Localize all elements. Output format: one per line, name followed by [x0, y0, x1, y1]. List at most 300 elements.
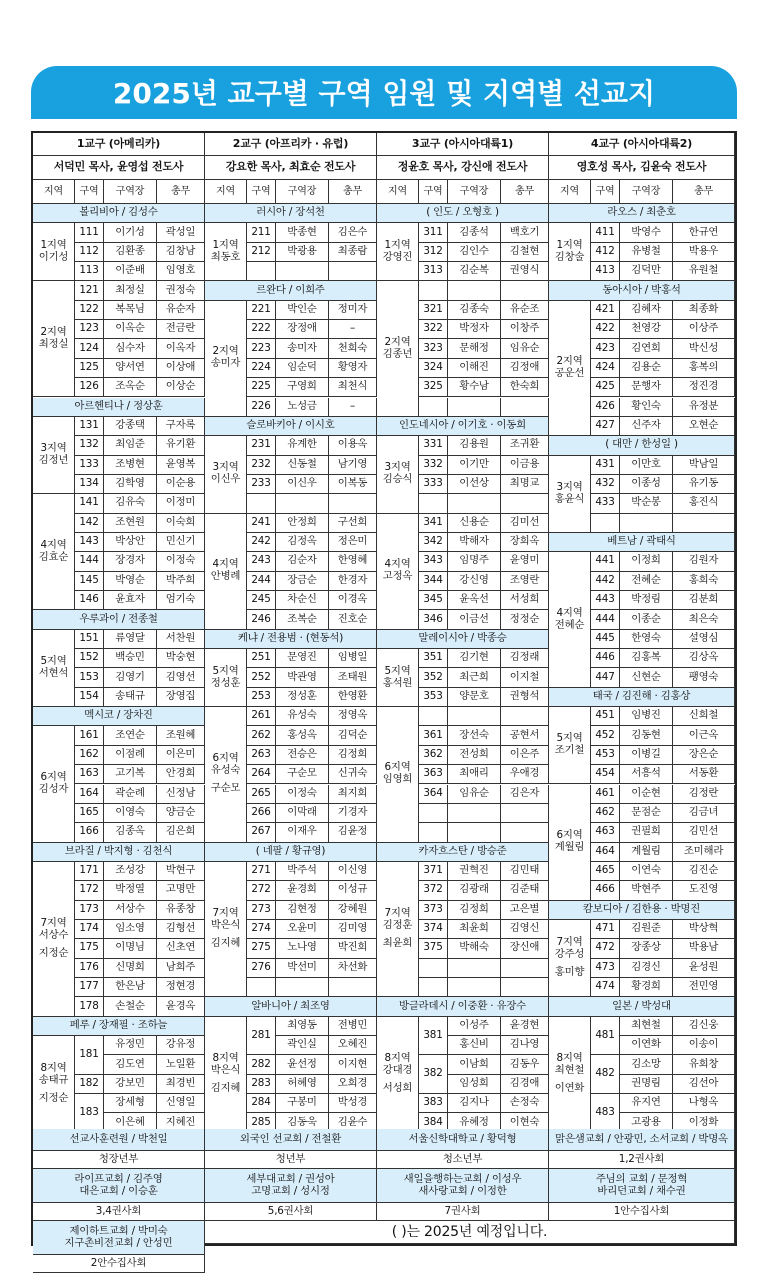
district-secretary: 백호기	[501, 223, 549, 242]
region-leader: 유성숙	[210, 764, 241, 777]
district-secretary: 이은주	[501, 746, 549, 765]
district-leader: 이막래	[276, 804, 329, 823]
district-number: 265	[247, 785, 276, 804]
district-secretary: 설영심	[673, 630, 735, 649]
district-secretary: 팽영숙	[673, 668, 735, 687]
church-missionary	[33, 1129, 205, 1151]
district-pastors: 영호성 목사, 김윤숙 전도사	[549, 156, 735, 180]
district-secretary: 윤성원	[673, 959, 735, 978]
district-secretary: 김정래	[501, 649, 549, 668]
district-number	[419, 978, 448, 997]
district-leader: 김소망	[620, 1055, 673, 1074]
district-secretary: 최지희	[329, 785, 377, 804]
district-secretary: 양금순	[157, 804, 205, 823]
country-missionary: 르완다 / 이희주	[205, 281, 377, 300]
district-leader: 임유순	[448, 785, 501, 804]
district-number: 111	[75, 223, 104, 242]
page-title: 2025년 교구별 구역 임원 및 지역별 선교지	[31, 66, 737, 119]
region-name: 7지역	[212, 907, 239, 920]
district-leader: 고기복	[104, 765, 157, 784]
district-secretary: 한규연	[673, 223, 735, 242]
region-leader: 강대경	[382, 1064, 413, 1077]
district-number: 271	[247, 862, 276, 881]
district-secretary: 황영자	[329, 359, 377, 378]
district-number: 381	[419, 1017, 448, 1056]
district-leader: 김종숙	[448, 301, 501, 320]
region-cell	[549, 707, 591, 784]
district-leader: 이영숙	[104, 804, 157, 823]
district-secretary: 이금용	[501, 456, 549, 475]
district-number: 412	[591, 243, 620, 262]
district-leader: 박상안	[104, 533, 157, 552]
district-leader: 유병철	[620, 243, 673, 262]
district-number: 421	[591, 301, 620, 320]
district-number: 361	[419, 726, 448, 745]
district-secretary: 김원자	[673, 552, 735, 571]
district-number: 445	[591, 630, 620, 649]
district-secretary: 기경자	[329, 804, 377, 823]
district-number: 273	[247, 901, 276, 920]
district-leader: 김종석	[448, 223, 501, 242]
district-leader: 김정옥	[276, 533, 329, 552]
region-leader2: 김지혜	[210, 937, 241, 950]
district-leader: 윤효자	[104, 591, 157, 610]
district-leader: 최애리	[448, 765, 501, 784]
district-number: 133	[75, 456, 104, 475]
district-number: 231	[247, 436, 276, 455]
district-leader: 최임준	[104, 436, 157, 455]
district-number: 464	[591, 843, 620, 862]
district-number: 242	[247, 533, 276, 552]
region-cell	[33, 223, 75, 281]
district-number: 246	[247, 610, 276, 629]
region-leader: 강주성	[554, 948, 585, 961]
country-missionary: 케냐 / 전용범 · (현동석)	[205, 630, 377, 649]
column-header: 구역	[75, 180, 104, 204]
district-secretary: 임병일	[329, 649, 377, 668]
region-leader: 박은식	[210, 919, 241, 932]
district-secretary: 김진순	[673, 862, 735, 881]
region-cell	[33, 726, 75, 842]
region-leader: 임영희	[382, 773, 413, 786]
region-cell	[377, 649, 419, 707]
district-number: 482	[591, 1055, 620, 1094]
district-leader: 안정희	[276, 514, 329, 533]
region-leader: 김정훈	[382, 919, 413, 932]
district-secretary: 나형옥	[673, 1094, 735, 1113]
district-secretary: 한경자	[329, 572, 377, 591]
district-leader: 김도연	[104, 1055, 157, 1074]
district-leader: 유지연	[620, 1094, 673, 1113]
district-secretary: 구선희	[329, 514, 377, 533]
district-leader: 박순봉	[620, 494, 673, 513]
district-secretary: 오현순	[673, 417, 735, 436]
district-leader: 손철순	[104, 997, 157, 1016]
district-leader: 신동철	[276, 456, 329, 475]
region-leader: 최정실	[38, 337, 69, 350]
district-number: 241	[247, 514, 276, 533]
region-leader: 정성훈	[210, 676, 241, 689]
region-leader: 김정년	[38, 454, 69, 467]
region-leader: 김창술	[554, 250, 585, 263]
district-secretary: 이용옥	[329, 436, 377, 455]
district-number: 134	[75, 475, 104, 494]
district-secretary: 정영옥	[329, 707, 377, 726]
district-number: 266	[247, 804, 276, 823]
district-secretary: 유원철	[673, 262, 735, 281]
region-cell	[377, 281, 419, 416]
district-secretary: 이숙희	[157, 514, 205, 533]
district-secretary	[501, 823, 549, 842]
column-header: 구역장	[104, 180, 157, 204]
region-leader: 김성자	[38, 782, 69, 795]
district-secretary: 공현서	[501, 726, 549, 745]
church-line: 주님의 교회 / 문정혁	[595, 1172, 688, 1185]
church-missionary	[205, 1169, 377, 1203]
district-leader: 김원준	[620, 920, 673, 939]
region-cell	[205, 514, 247, 630]
district-secretary: 김민선	[673, 823, 735, 842]
region-cell	[205, 862, 247, 997]
district-pastors: 서덕민 목사, 윤영섭 전도사	[33, 156, 205, 180]
country-missionary: ( 네팔 / 황규영)	[205, 843, 377, 862]
district-number: 453	[591, 746, 620, 765]
region-cell	[205, 436, 247, 513]
district-number: 424	[591, 359, 620, 378]
region-name: 6지역	[384, 761, 411, 774]
district-number: 164	[75, 785, 104, 804]
region-cell	[549, 552, 591, 687]
district-secretary: 조태원	[329, 668, 377, 687]
district-number	[591, 514, 620, 533]
district-secretary: 박신성	[673, 339, 735, 358]
district-secretary: 민신기	[157, 533, 205, 552]
district-number: 384	[419, 1113, 448, 1132]
district-number: 474	[591, 978, 620, 997]
district-secretary: 김윤수	[329, 1113, 377, 1132]
district-secretary: 김상옥	[673, 649, 735, 668]
column-header: 지역	[377, 180, 419, 204]
church-line: 선교사훈련원 / 박천일	[69, 1132, 168, 1145]
district-number: 454	[591, 765, 620, 784]
church-line: 제이하트교회 / 박미숙	[69, 1224, 168, 1237]
region-name: 1지역	[212, 238, 239, 251]
district-secretary: 강혜원	[329, 901, 377, 920]
column-header: 지역	[33, 180, 75, 204]
district-number: 324	[419, 359, 448, 378]
country-missionary: 브라질 / 박지형 · 김천식	[33, 843, 205, 862]
country-missionary: 라오스 / 최춘호	[549, 204, 735, 223]
district-number: 446	[591, 649, 620, 668]
district-leader: 김정희	[448, 901, 501, 920]
district-leader: 임성희	[448, 1075, 501, 1094]
district-leader: 이정희	[620, 552, 673, 571]
district-number: 423	[591, 339, 620, 358]
region-leader: 이기성	[38, 250, 69, 263]
region-cell	[205, 223, 247, 281]
district-secretary: 이정화	[673, 1113, 735, 1132]
church-missionary	[33, 1221, 205, 1255]
district-secretary: 안경희	[157, 765, 205, 784]
district-number: 427	[591, 417, 620, 436]
district-leader: 최정실	[104, 281, 157, 300]
region-cell	[377, 223, 419, 281]
district-leader: 이순현	[620, 785, 673, 804]
district-leader: 백승민	[104, 649, 157, 668]
region-cell	[549, 785, 591, 901]
column-header: 구역장	[620, 180, 673, 204]
region-cell	[377, 707, 419, 842]
region-leader: 최현철	[554, 1064, 585, 1077]
region-leader2: 지정순	[38, 1091, 69, 1104]
region-cell	[33, 1036, 75, 1133]
district-secretary: 지혜진	[157, 1113, 205, 1132]
district-leader	[448, 978, 501, 997]
region-leader2: 김지혜	[210, 1082, 241, 1095]
country-missionary: ( 대만 / 한성일 )	[549, 436, 735, 455]
district-leader: 강신영	[448, 572, 501, 591]
district-secretary: 김정희	[329, 746, 377, 765]
district-leader: 박정자	[448, 320, 501, 339]
country-missionary: 알바니아 / 최조영	[205, 997, 377, 1016]
region-name: 1지역	[384, 238, 411, 251]
country-missionary: 일본 / 박성대	[549, 997, 735, 1016]
district-secretary: 박남일	[673, 456, 735, 475]
district-number: 124	[75, 339, 104, 358]
district-number: 281	[247, 1017, 276, 1056]
district-secretary: 남기영	[329, 456, 377, 475]
district-leader: 김학영	[104, 475, 157, 494]
district-leader: 정성훈	[276, 688, 329, 707]
sponsor-group: 1안수집사회	[549, 1203, 735, 1221]
district-leader: 노나영	[276, 939, 329, 958]
district-number: 443	[591, 591, 620, 610]
district-leader: 서흥석	[620, 765, 673, 784]
district-leader: 고광용	[620, 1113, 673, 1132]
district-secretary: 신희철	[673, 707, 735, 726]
district-secretary: 유정분	[673, 398, 735, 417]
district-secretary: 정진경	[673, 378, 735, 397]
region-cell	[549, 301, 591, 436]
district-leader: 황수남	[448, 378, 501, 397]
district-leader: 문해정	[448, 339, 501, 358]
district-number: 373	[419, 901, 448, 920]
district-secretary: 조영란	[501, 572, 549, 591]
region-leader: 서상수	[38, 928, 69, 941]
district-secretary: 홍진식	[673, 494, 735, 513]
region-cell	[33, 630, 75, 707]
church-missionary	[377, 1129, 549, 1151]
district-leader	[448, 823, 501, 842]
region-name: 7지역	[384, 907, 411, 920]
district-leader: 윤경희	[276, 881, 329, 900]
district-leader: 김용원	[448, 436, 501, 455]
district-leader: 허혜영	[276, 1075, 329, 1094]
district-number	[419, 494, 448, 513]
district-secretary: 이옥자	[157, 339, 205, 358]
region-leader: 김종년	[382, 347, 413, 360]
country-missionary: 태국 / 김진해 · 김홍상	[549, 688, 735, 707]
district-secretary: 차선화	[329, 959, 377, 978]
district-secretary: 최종람	[329, 243, 377, 262]
district-number: 272	[247, 881, 276, 900]
church-line: 라이프교회 / 김주영	[74, 1172, 163, 1185]
church-missionary	[549, 1169, 735, 1203]
district-number: 343	[419, 552, 448, 571]
district-secretary: 김나영	[501, 1036, 549, 1055]
district-secretary: 박주희	[157, 572, 205, 591]
district-leader: 이해진	[448, 359, 501, 378]
district-leader: 박종현	[276, 223, 329, 242]
region-leader: 송태규	[38, 1073, 69, 1086]
district-number: 426	[591, 398, 620, 417]
district-number: 132	[75, 436, 104, 455]
district-header: 4교구 (아시아대륙2)	[549, 133, 735, 156]
country-missionary: 인도네시아 / 이기호 · 이동희	[377, 417, 549, 436]
district-leader	[448, 804, 501, 823]
district-number: 261	[247, 707, 276, 726]
district-leader: 황경희	[620, 978, 673, 997]
district-number: 141	[75, 494, 104, 513]
district-leader: 신용순	[448, 514, 501, 533]
column-header: 구역	[247, 180, 276, 204]
district-leader: 전승은	[276, 746, 329, 765]
district-number: 181	[75, 1036, 104, 1075]
district-leader: 박해자	[448, 533, 501, 552]
district-number: 178	[75, 997, 104, 1016]
district-leader: 김경신	[620, 959, 673, 978]
region-cell	[205, 301, 247, 417]
district-secretary: 엄기숙	[157, 591, 205, 610]
district-number: 163	[75, 765, 104, 784]
district-number: 285	[247, 1113, 276, 1132]
district-leader: 김혜자	[620, 301, 673, 320]
district-leader: 이옥순	[104, 320, 157, 339]
church-line: 외국인 선교회 / 전철환	[239, 1132, 342, 1145]
district-leader: 서상수	[104, 901, 157, 920]
district-leader: 조성강	[104, 862, 157, 881]
district-leader: 김홍복	[620, 649, 673, 668]
district-leader: 신주자	[620, 417, 673, 436]
district-number: 432	[591, 475, 620, 494]
district-secretary: 박숭현	[157, 649, 205, 668]
district-number: 276	[247, 959, 276, 978]
column-header: 지역	[549, 180, 591, 204]
column-header: 총무	[329, 180, 377, 204]
district-leader: 문행자	[620, 378, 673, 397]
region-leader2: 홍미향	[554, 966, 585, 979]
district-secretary	[501, 707, 549, 726]
region-leader2: 구순모	[210, 782, 241, 795]
country-missionary: 캄보디아 / 김한용 · 박명진	[549, 901, 735, 920]
district-number: 312	[419, 243, 448, 262]
district-leader: 박주석	[276, 862, 329, 881]
district-header: 2교구 (아프리카 · 유럽)	[205, 133, 377, 156]
church-line: 대은교회 / 이승훈	[79, 1184, 158, 1197]
district-leader: 김동현	[620, 726, 673, 745]
district-secretary: 조원혜	[157, 726, 205, 745]
district-number: 323	[419, 339, 448, 358]
district-number: 333	[419, 475, 448, 494]
district-leader: 김용순	[620, 359, 673, 378]
district-number	[419, 959, 448, 978]
district-number: 143	[75, 533, 104, 552]
district-number: 223	[247, 339, 276, 358]
district-leader: 박선미	[276, 959, 329, 978]
district-secretary: 김철현	[501, 243, 549, 262]
district-leader: 권명림	[620, 1075, 673, 1094]
church-line: 서울신학대학교 / 황덕형	[408, 1132, 517, 1145]
district-secretary: 이근옥	[673, 726, 735, 745]
district-secretary: 홍복의	[673, 359, 735, 378]
district-secretary: 유종창	[157, 901, 205, 920]
district-leader: 곽순례	[104, 785, 157, 804]
district-leader: 김지나	[448, 1094, 501, 1113]
district-leader: 임명주	[448, 552, 501, 571]
district-number: 481	[591, 1017, 620, 1056]
district-number: 225	[247, 378, 276, 397]
region-leader: 최동호	[210, 250, 241, 263]
district-leader: 차순신	[276, 591, 329, 610]
region-leader: 송미자	[210, 357, 241, 370]
district-secretary: 이현숙	[501, 1113, 549, 1132]
district-secretary: 이송이	[673, 1036, 735, 1055]
region-cell	[549, 1017, 591, 1133]
district-number	[247, 262, 276, 281]
district-number: 183	[75, 1094, 104, 1133]
district-secretary: 이성규	[329, 881, 377, 900]
district-secretary: 신귀숙	[329, 765, 377, 784]
region-leader: 김승식	[382, 473, 413, 486]
district-number: 483	[591, 1094, 620, 1133]
church-line: 새사랑교회 / 이정한	[418, 1184, 507, 1197]
district-secretary: 최명교	[501, 475, 549, 494]
region-cell	[33, 281, 75, 397]
country-missionary: 카자흐스탄 / 방승준	[377, 843, 549, 862]
district-number: 152	[75, 649, 104, 668]
district-secretary: 김선아	[673, 1075, 735, 1094]
district-secretary	[501, 978, 549, 997]
district-secretary: 서동환	[673, 765, 735, 784]
district-leader: 오윤미	[276, 920, 329, 939]
district-secretary: 최은숙	[673, 610, 735, 629]
district-leader: 계월림	[620, 843, 673, 862]
district-leader: 양서연	[104, 359, 157, 378]
district-secretary: 김영선	[157, 668, 205, 687]
district-secretary: 박상혁	[673, 920, 735, 939]
column-header: 총무	[501, 180, 549, 204]
district-leader: 이성주	[448, 1017, 501, 1036]
district-leader: 조연순	[104, 726, 157, 745]
region-name: 5지역	[212, 664, 239, 677]
region-cell	[205, 649, 247, 707]
district-secretary: 이은미	[157, 746, 205, 765]
district-number: 177	[75, 978, 104, 997]
district-secretary: 이경옥	[329, 591, 377, 610]
region-cell	[377, 1017, 419, 1133]
district-number: 322	[419, 320, 448, 339]
district-number: 282	[247, 1055, 276, 1074]
district-secretary: 고은별	[501, 901, 549, 920]
district-pastors: 강요한 목사, 최효순 전도사	[205, 156, 377, 180]
district-number: 466	[591, 881, 620, 900]
region-cell	[377, 514, 419, 630]
district-leader: 박광용	[276, 243, 329, 262]
district-leader: 유혜정	[448, 1113, 501, 1132]
district-leader: 신명희	[104, 959, 157, 978]
district-leader: 임순덕	[276, 359, 329, 378]
district-secretary: 장희옥	[501, 533, 549, 552]
